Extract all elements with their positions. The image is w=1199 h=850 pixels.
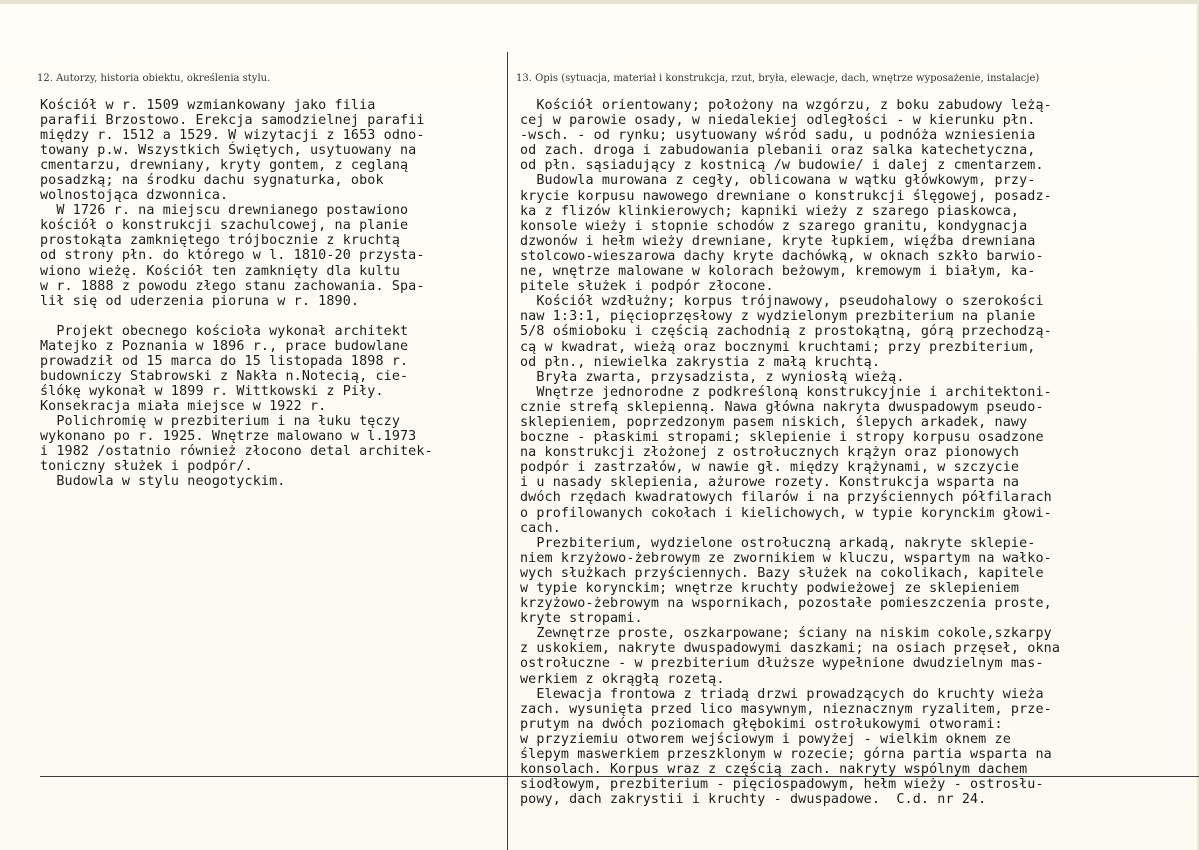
text-line: naw 1:3:1, pięcioprzęsłowy z wydzielonym prezbiterium na planie	[520, 309, 1036, 325]
text-line: stolcowo-wieszarowa dachy kryte dachówką, w oknach szkło barwio-	[520, 248, 1044, 264]
text-line: od strony płn. do którego w l. 1810-20 przysta-	[40, 248, 425, 264]
text-line: werkiem z okrągłą rozetą.	[520, 671, 725, 687]
text-line: w r. 1888 z powodu złego stanu zachowania. Spa-	[40, 278, 425, 294]
top-edge	[0, 0, 1199, 4]
text-line: podpór i zastrzałów, w nawie gł. między krążynami, w szczycie	[520, 460, 1020, 476]
text-line: w typie korynckim; wnętrze kruchty podwieżowej ze sklepieniem	[520, 581, 1020, 596]
text-line: towany p.w. Wszystkich Świętych, usytuowany na	[40, 143, 417, 159]
text-line: ostrołuczne - w prezbiterium dłuższe wypełnione dwudzielnym mas-	[520, 656, 1044, 672]
text-line: krycie korpusu nawowego drewniane o konstrukcji ślęgowej, posadz-	[520, 188, 1052, 204]
text-line: Budowla murowana z cegły, oblicowana w wątku główkowym, przy-	[520, 173, 1036, 189]
text-line: cach.	[520, 520, 561, 536]
text-line: Bryła zwarta, przysadzista, z wyniosłą wieżą.	[520, 369, 905, 385]
text-line: wolnostojąca dzwonnica.	[40, 188, 229, 204]
text-line: konsole wieży i stopnie schodów z szarego granitu, kondygnacja	[520, 218, 1028, 234]
text-line: ne, wnętrze malowane w kolorach beżowym, kremowym i białym, ka-	[520, 264, 1036, 280]
text-line: kościół o konstrukcji szachulcowej, na planie	[40, 218, 409, 234]
text-line: wiono wieżę. Kościół ten zamknięty dla kultu	[40, 263, 401, 279]
text-line: budowniczy Stabrowski z Nakła n.Notecią, cie-	[40, 368, 409, 384]
text-line: -wsch. - od rynku; usytuowany wśród sadu, u podnóża wzniesienia	[520, 128, 1036, 144]
left-column-text	[40, 98, 433, 489]
text-line: toniczny służek i podpór/.	[40, 459, 253, 475]
left-column-caption: 12. Autorzy, historia obiektu, określenia stylu.	[37, 73, 271, 84]
text-line: i 1982 /ostatnio również złocono detal architek-	[40, 444, 433, 460]
text-line: Budowla w stylu neogotyckim.	[40, 474, 286, 490]
text-line: wych służkach przyściennych. Bazy służek na cokolikach, kapitele	[520, 565, 1044, 581]
text-line: cmentarzu, drewniany, kryty gontem, z ceglaną	[40, 158, 409, 174]
right-column-caption: 13. Opis (sytuacja, materiał i konstrukcja, rzut, bryła, elewacje, dach, wnętrze wyposażenie, instalacje)	[516, 73, 1040, 84]
text-line: od płn. sąsiadujący z kostnicą /w budowie/ i dalej z cmentarzem.	[520, 158, 1044, 174]
text-line: i u nasady sklepienia, ażurowe rozety. Konstrukcja wsparta na	[520, 475, 1020, 491]
text-line: dwóch rzędach kwadratowych filarów i na przyściennych półfilarach	[520, 490, 1052, 506]
text-line: między r. 1512 a 1529. W wizytacji z 1653 odno-	[40, 128, 425, 144]
text-line: Kościół wzdłużny; korpus trójnawowy, pseudohalowy o szerokości	[520, 294, 1044, 310]
right-column-text	[520, 98, 1060, 807]
text-line: ślókę wykonał w 1899 r. Wittkowski z Piły.	[40, 383, 384, 399]
text-line: cą w kwadrat, wieżą oraz bocznymi kruchtami; przy prezbiterium,	[520, 339, 1036, 355]
text-line: powy, dach zakrystii i kruchty - dwuspadowe. C.d. nr 24.	[520, 792, 987, 808]
text-line: W 1726 r. na miejscu drewnianego postawiono	[40, 203, 409, 219]
text-line: Wnętrze jednorodne z podkreśloną konstrukcyjnie i architektoni-	[520, 384, 1052, 400]
text-line: siodłowym, prezbiterium - pięciospadowym, hełm wieży - ostrosłu-	[520, 777, 1044, 793]
text-line	[40, 309, 433, 324]
text-line: Elewacja frontowa z triadą drzwi prowadzących do kruchty wieża	[520, 686, 1044, 702]
text-line: Kościół w r. 1509 wzmiankowany jako filia	[40, 98, 376, 113]
text-line: wykonano po r. 1925. Wnętrze malowano w l.1973	[40, 429, 417, 445]
text-line: od płn., niewielka zakrystia z małą kruchtą.	[520, 354, 881, 370]
text-line: niem krzyżowo-żebrowym ze zwornikiem w kluczu, wspartym na wałko-	[520, 550, 1052, 566]
text-line: ślepym maswerkiem przeszklonym w rozecie; górna partia wsparta na	[520, 747, 1052, 763]
text-line: o profilowanych cokołach i kielichowych, w typie korynckim głowi-	[520, 505, 1052, 521]
text-line: zach. wysunięta przed lico masywnym, nieznacznym ryzalitem, prze-	[520, 701, 1052, 717]
text-line: w przyziemiu otworem wejściowym i powyżej - wielkim oknem ze	[520, 731, 1011, 747]
text-line: z uskokiem, nakryte dwuspadowymi daszkami; na osiach przęseł, okna	[520, 641, 1061, 657]
text-line: sklepieniem, poprzedzonym pasem niskich, ślepych arkadek, nawy	[520, 414, 1028, 430]
text-line: krzyżowo-żebrowym na wspornikach, pozostałe pomieszczenia proste,	[520, 596, 1052, 612]
text-line: pitele służek i podpór złocone.	[520, 279, 774, 295]
text-line: Kościół orientowany; położony na wzgórzu, z boku zabudowy leżą-	[520, 98, 1052, 113]
text-line: Konsekracja miała miejsce w 1922 r.	[40, 398, 327, 414]
text-line: parafii Brzostowo. Erekcja samodzielnej parafii	[40, 113, 425, 129]
column-divider	[507, 52, 508, 850]
text-line: cej w parowie osady, w niedalekiej odległości - w kierunku płn.	[520, 113, 1036, 129]
text-line: Projekt obecnego kościoła wykonał architekt	[40, 323, 409, 339]
text-line: Matejko z Poznania w 1896 r., prace budowlane	[40, 338, 409, 354]
text-line: posadzką; na środku dachu sygnaturka, obok	[40, 173, 384, 189]
text-line: lił się od uderzenia pioruna w r. 1890.	[40, 293, 360, 309]
text-line: prowadził od 15 marca do 15 listopada 1898 r.	[40, 353, 409, 369]
text-line: 5/8 ośmioboku i częścią zachodnią z prostokątną, górą przechodzą-	[520, 324, 1052, 340]
text-line: dzwonów i hełm wieży drewniane, kryte łupkiem, więźba drewniana	[520, 233, 1036, 249]
text-line: prutym na dwóch poziomach głębokimi ostrołukowymi otworami:	[520, 716, 1003, 732]
text-line: na konstrukcji złożonej z ostrołucznych krążyn oraz pionowych	[520, 445, 1020, 461]
text-line: Polichromię w prezbiterium i na łuku tęczy	[40, 413, 401, 429]
text-line: Zewnętrze proste, oszkarpowane; ściany na niskim cokole,szkarpy	[520, 626, 1052, 642]
text-line: prostokąta zamkniętego trójbocznie z kruchtą	[40, 233, 401, 249]
text-line: boczne - płaskimi stropami; sklepienie i stropy korpusu osadzone	[520, 430, 1044, 446]
text-line: od zach. droga i zabudowania plebanii oraz salka katechetyczna,	[520, 143, 1036, 159]
text-line: cznie strefą sklepienną. Nawa główna nakryta dwuspadowym pseudo-	[520, 399, 1044, 415]
text-line: kryte stropami.	[520, 611, 643, 627]
text-line: Prezbiterium, wydzielone ostrołuczną arkadą, nakryte sklepie-	[520, 535, 1036, 551]
text-line: ka z flizów klinkierowych; kapniki wieży z szarego piaskowca,	[520, 203, 1020, 219]
text-line: konsolach. Korpus wraz z częścią zach. nakryty wspólnym dachem	[520, 762, 1028, 778]
